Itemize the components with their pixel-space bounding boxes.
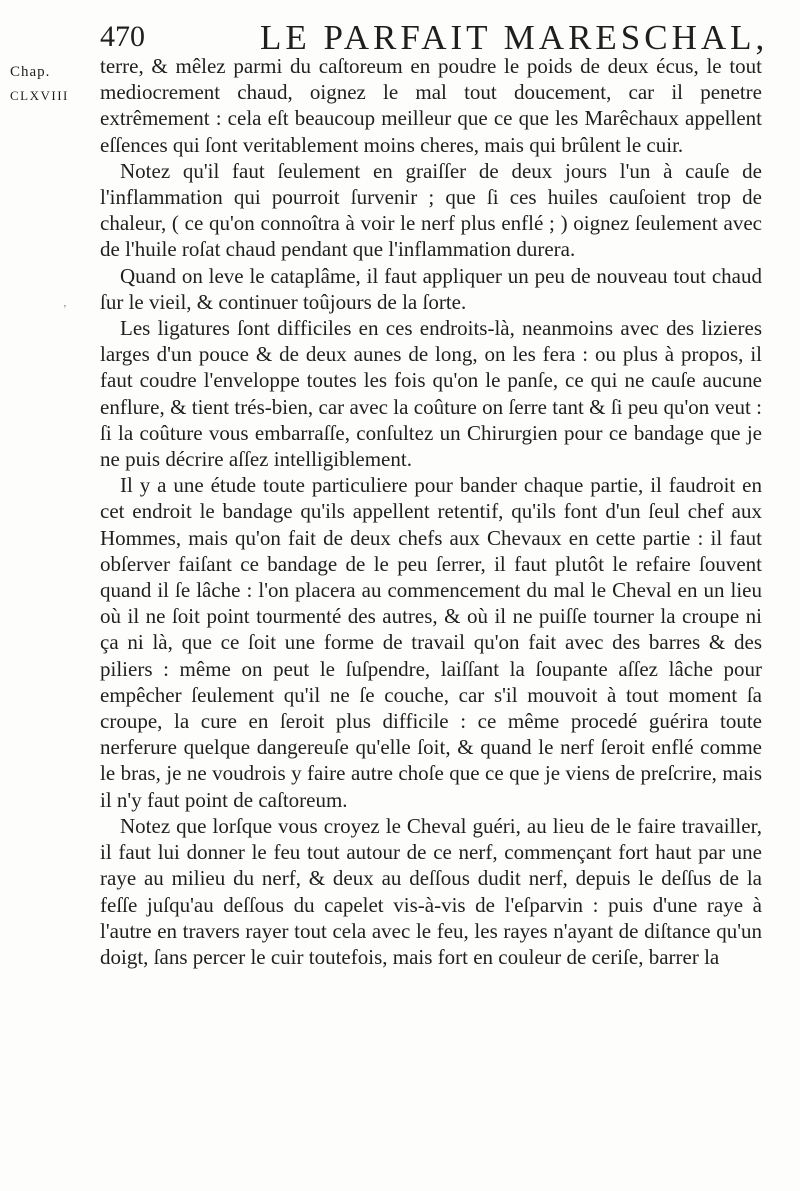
margin-chap-label: Chap. — [10, 64, 51, 80]
paragraph: Les ligatures ſont difficiles en ces endroits-là, neanmoins avec des lizieres larges d'un pouce & de deux aunes de long, on les fera : ou plus à propos, il faut coudre l'enveloppe toutes les fois qu'on le panſe, ce qui ne cauſe aucune enflure, & tient trés-bien, car avec la coûture on ſerre tant & ſi peu qu'on veut : ſi la coûture vous embarraſſe, conſultez un Chirurgien pour ce bandage que je ne puis décrire aſſez intelligiblement. — [100, 316, 762, 472]
ink-speck: ʼ — [63, 303, 67, 315]
page-number: 470 — [100, 20, 145, 53]
paragraph: terre, & mêlez parmi du caſtoreum en poudre le poids de deux écus, le tout mediocrement chaud, oignez le mal tout doucement, car il penetre extrêmement : cela eſt beaucoup meilleur que ce que les Marêchaux appellent eſſences qui ſont veritablement moins cheres, mais qui brûlent le cuir. — [100, 54, 762, 157]
body-text — [100, 53, 762, 970]
paragraph: Notez qu'il faut ſeulement en graiſſer de deux jours l'un à cauſe de l'inflammation qui pourroit ſurvenir ; que ſi ces huiles cauſoient trop de chaleur, ( ce qu'on connoîtra à voir le nerf plus enflé ; ) oignez ſeulement avec de l'huile roſat chaud pendant que l'inflammation durera. — [100, 158, 762, 262]
chapter-margin-note — [10, 60, 72, 108]
paragraph: Quand on leve le cataplâme, il faut appliquer un peu de nouveau tout chaud ſur le vieil, & continuer toûjours de la ſorte. — [100, 263, 762, 314]
margin-chap-number: CLXVIII — [10, 88, 69, 103]
running-title: LE PARFAIT MARESCHAL, — [260, 18, 769, 57]
paragraph: Il y a une étude toute particuliere pour bander chaque partie, il faudroit en cet endroit le bandage qu'ils appellent retentif, qu'ils font d'un ſeul chef aux Hommes, mais qu'on fait de deux chefs aux Chevaux en cette partie : il faut obſerver faiſant ce bandage de le peu ſerrer, il faut plutôt le refaire ſouvent quand il ſe lâche : l'on placera au commencement du mal le Cheval en un lieu où il ne ſoit point tourmenté des autres, & où il ne puiſſe tourner la croupe ni ça ni là, que ce ſoit une forme de travail qu'on fait avec des barres & des piliers : même on peut le ſuſpendre, laiſſant la ſoupante aſſez lâche pour empêcher ſeulement qu'il ne ſe couche, car s'il mouvoit à tout moment ſa croupe, la cure en ſeroit plus difficile : ce même procedé guérira toute nerferure quelque dangereuſe qu'elle ſoit, & quand le nerf ſeroit enflé comme le bras, je ne voudrois y faire autre choſe que ce que je viens de preſcrire, mais il n'y faut point de caſtoreum. — [100, 473, 762, 812]
paragraph: Notez que lorſque vous croyez le Cheval guéri, au lieu de le faire travailler, il faut lui donner le feu tout autour de ce nerf, commençant fort haut par une raye au milieu du nerf, & deux au deſſous dudit nerf, depuis le deſſus de la feſſe juſqu'au deſſous du capelet vis-à-vis de l'eſparvin : puis d'une raye à l'autre en travers rayer tout cela avec le feu, les rayes n'ayant de diſtance qu'un doigt, ſans percer le cuir toutefois, mais fort en couleur de ceriſe, barrer la — [100, 813, 762, 969]
